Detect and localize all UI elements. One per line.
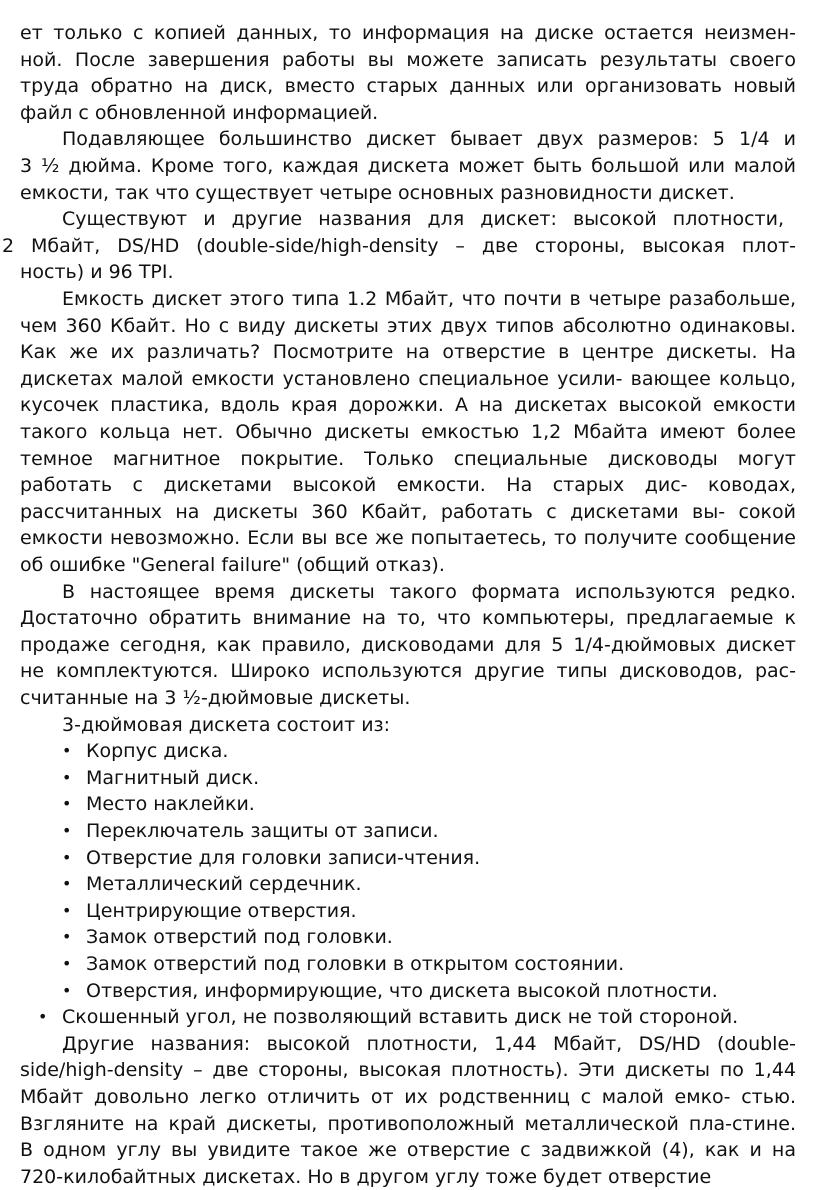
text-line: продаже сегодня, как правило, дисководами для 5 1/4-дюймовых дискет [20, 633, 796, 656]
text-line: Емкость дискет этого типа 1.2 Мбайт, что почти в четыре разабольше, [62, 288, 796, 310]
list-intro: 3-дюймовая дискета состоит из: [62, 713, 391, 736]
text-line: об ошибке "General failure" (общий отказ). [20, 554, 445, 576]
text-line: Существуют и другие названия для дискет: высокой плотности, [62, 208, 784, 231]
text-line: 2 Мбайт, DS/HD (double-side/high-density – две стороны, высокая плот- [2, 234, 796, 257]
list-item-text: Переключатель защиты от записи. [86, 820, 439, 842]
bullet-icon: • [62, 900, 72, 920]
text-line: не комплектуются. Широко используются другие типы дисководов, рас- [20, 660, 796, 683]
text-line: 3 ½ дюйма. Кроме того, каждая дискета может быть большой или малой [20, 155, 796, 177]
text-line: ет только с копией данных, то информация на диске остается неизмен- [20, 22, 796, 44]
bullet-icon: • [38, 1007, 48, 1027]
text-line: темное магнитное покрытие. Только специальные дисководы могут [20, 447, 796, 470]
list-item-text: Место наклейки. [86, 793, 255, 816]
text-line: Достаточно обратить внимание на то, что компьютеры, предлагаемые к [20, 607, 796, 630]
bullet-icon: • [62, 847, 72, 867]
text-line: Подавляющее большинство дискет бывает двух размеров: 5 1/4 и [62, 128, 796, 151]
bullet-icon: • [62, 741, 72, 761]
text-line: емкости, так что существует четыре основных разновидности дискет. [20, 181, 735, 204]
bullet-icon: • [62, 927, 72, 947]
list-item-text: Замок отверстий под головки. [86, 926, 393, 949]
list-item-text: Отверстие для головки записи-чтения. [86, 846, 481, 869]
text-line: емкости невозможно. Если вы все же попытаетесь, то получите сообщение [20, 527, 796, 550]
text-line: рассчитанных на дискеты 360 Кбайт, работать с дискетами вы- сокой [20, 500, 796, 523]
text-line: Взгляните на край дискеты, противоположный металлической пла-стине. [20, 1112, 796, 1135]
text-line: ность) и 96 TPI. [20, 261, 174, 284]
text-line: чем 360 Кбайт. Но с виду дискеты этих двух типов абсолютно одинаковы. [20, 314, 796, 337]
list-item-text: Отверстия, информирующие, что дискета высокой плотности. [86, 979, 718, 1002]
text-line: 720-килобайтных дискетах. Но в другом углу тоже будет отверстие [20, 1165, 712, 1188]
text-line: Как же их различать? Посмотрите на отверстие в центре дискеты. На [20, 341, 796, 364]
text-line: Мбайт довольно легко отличить от их родственниц с малой емко- стью. [20, 1086, 796, 1108]
text-line: труда обратно на диск, вместо старых данных или организовать новый [20, 75, 796, 98]
bullet-icon: • [62, 821, 72, 840]
list-item-text: Скошенный угол, не позволяющий вставить диск не той стороной. [62, 1006, 739, 1029]
text-line: такого кольца нет. Обычно дискеты емкостью 1,2 Мбайта имеют более [20, 421, 796, 443]
text-line: ной. После завершения работы вы можете записать результаты своего [20, 48, 796, 71]
list-item-text: Замок отверстий под головки в открытом состоянии. [86, 953, 625, 975]
text-line: работать с дискетами высокой емкости. На старых дис- ководах, [20, 474, 796, 497]
list-item-text: Центрирующие отверстия. [86, 899, 357, 922]
text-line: В настоящее время дискеты такого формата используются редко. [62, 580, 796, 603]
text-line: side/high-density – две стороны, высокая плотность). Эти дискеты по 1,44 [20, 1059, 796, 1082]
text-line: кусочек пластика, вдоль края дорожки. А на дискетах высокой емкости [20, 394, 796, 417]
bullet-icon: • [62, 980, 72, 1000]
bullet-icon: • [62, 767, 72, 787]
text-line: В одном углу вы увидите такое же отверстие с задвижкой (4), как и на [20, 1139, 796, 1162]
bullet-icon: • [62, 954, 72, 973]
text-line: дискетах малой емкости установлено специальное усили- вающее кольцо, [20, 367, 796, 390]
text-line: Другие названия: высокой плотности, 1,44 Мбайт, DS/HD (double- [62, 1032, 796, 1055]
bullet-icon: • [62, 874, 72, 894]
text-line: считанные на 3 ½-дюймовые дискеты. [20, 687, 411, 709]
list-item-text: Металлический сердечник. [86, 873, 362, 896]
text-line: файл с обновленной информацией. [20, 101, 379, 124]
list-item-text: Магнитный диск. [86, 766, 260, 789]
bullet-icon: • [62, 794, 72, 814]
list-item-text: Корпус диска. [86, 740, 229, 763]
